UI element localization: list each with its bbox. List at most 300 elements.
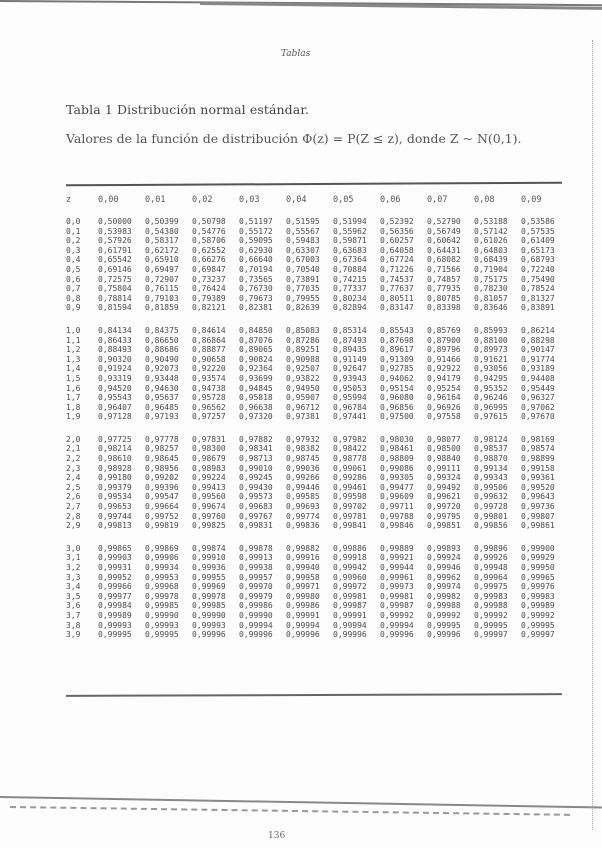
phi-value: 0,94062 bbox=[380, 373, 414, 383]
phi-value: 0,69497 bbox=[145, 264, 179, 274]
table-row bbox=[66, 403, 568, 413]
phi-value: 0,99955 bbox=[192, 572, 226, 582]
phi-value: 0,61409 bbox=[521, 236, 555, 246]
phi-value: 0,99992 bbox=[474, 610, 508, 620]
phi-value: 0,99983 bbox=[474, 591, 508, 601]
phi-value: 0,98124 bbox=[474, 434, 508, 444]
phi-value: 0,99683 bbox=[239, 502, 273, 512]
phi-value: 0,99970 bbox=[239, 582, 273, 592]
phi-value: 0,89617 bbox=[380, 345, 414, 355]
phi-value: 0,99324 bbox=[427, 473, 461, 483]
z-value: 0,2 bbox=[66, 236, 81, 246]
phi-value: 0,64431 bbox=[427, 245, 461, 255]
phi-value: 0,51595 bbox=[286, 217, 320, 226]
z-value: 3,3 bbox=[66, 572, 81, 582]
phi-value: 0,99975 bbox=[474, 582, 508, 592]
phi-value: 0,88493 bbox=[98, 345, 132, 355]
phi-value: 0,99965 bbox=[521, 572, 555, 582]
phi-value: 0,52790 bbox=[427, 217, 461, 226]
phi-value: 0,79103 bbox=[145, 293, 179, 303]
phi-value: 0,99981 bbox=[380, 591, 414, 601]
z-value: 1,2 bbox=[66, 345, 81, 355]
phi-value: 0,79389 bbox=[192, 293, 226, 303]
phi-value: 0,99036 bbox=[286, 463, 320, 473]
phi-value: 0,99995 bbox=[427, 620, 461, 630]
phi-value: 0,94845 bbox=[239, 383, 273, 393]
phi-value: 0,99988 bbox=[427, 601, 461, 611]
phi-value: 0,98778 bbox=[333, 454, 367, 464]
z-value: 1,8 bbox=[66, 402, 81, 412]
z-value: 2,4 bbox=[66, 473, 81, 483]
table-row bbox=[66, 492, 568, 502]
phi-value: 0,99990 bbox=[239, 610, 273, 620]
phi-value: 0,98809 bbox=[380, 454, 414, 464]
phi-value: 0,98030 bbox=[380, 434, 414, 444]
z-value: 2,1 bbox=[66, 444, 81, 454]
phi-value: 0,95254 bbox=[427, 383, 461, 393]
table-row bbox=[66, 326, 568, 336]
phi-value: 0,99343 bbox=[474, 473, 508, 483]
phi-value: 0,99906 bbox=[145, 553, 179, 563]
table-row bbox=[66, 553, 568, 563]
phi-value: 0,99674 bbox=[192, 502, 226, 512]
phi-value: 0,99985 bbox=[192, 601, 226, 611]
phi-value: 0,98956 bbox=[145, 463, 179, 473]
phi-value: 0,99506 bbox=[474, 482, 508, 492]
phi-value: 0,96562 bbox=[192, 402, 226, 412]
phi-value: 0,86864 bbox=[192, 335, 226, 345]
header-col: 0,02 bbox=[192, 195, 213, 205]
phi-value: 0,99202 bbox=[145, 473, 179, 483]
z-value: 0,3 bbox=[66, 245, 81, 255]
phi-value: 0,99996 bbox=[333, 630, 367, 640]
phi-value: 0,99996 bbox=[427, 630, 461, 640]
phi-value: 0,98257 bbox=[145, 444, 179, 454]
phi-value: 0,91924 bbox=[98, 364, 132, 374]
z-value: 0,1 bbox=[66, 226, 81, 236]
phi-value: 0,99788 bbox=[380, 511, 414, 521]
table-row bbox=[66, 621, 568, 631]
phi-value: 0,61026 bbox=[474, 236, 508, 246]
phi-value: 0,92364 bbox=[239, 364, 273, 374]
phi-value: 0,99477 bbox=[380, 482, 414, 492]
phi-value: 0,54380 bbox=[145, 226, 179, 236]
table-row bbox=[66, 217, 568, 227]
phi-value: 0,96407 bbox=[98, 402, 132, 412]
phi-value: 0,97982 bbox=[333, 434, 367, 444]
phi-value: 0,99813 bbox=[98, 521, 132, 531]
phi-value: 0,75490 bbox=[521, 274, 555, 284]
phi-value: 0,99846 bbox=[380, 521, 414, 531]
phi-value: 0,76115 bbox=[145, 284, 179, 294]
phi-value: 0,68439 bbox=[474, 255, 508, 265]
phi-value: 0,99966 bbox=[98, 582, 132, 592]
phi-value: 0,62930 bbox=[239, 245, 273, 255]
phi-value: 0,61791 bbox=[98, 245, 132, 255]
phi-value: 0,98645 bbox=[145, 454, 179, 464]
phi-value: 0,97831 bbox=[192, 434, 226, 444]
phi-value: 0,55172 bbox=[239, 226, 273, 236]
phi-value: 0,68793 bbox=[521, 255, 555, 265]
phi-value: 0,96638 bbox=[239, 402, 273, 412]
header-col: 0,04 bbox=[286, 195, 307, 205]
phi-value: 0,51994 bbox=[333, 217, 367, 226]
phi-value: 0,99180 bbox=[98, 473, 132, 483]
phi-value: 0,99961 bbox=[380, 572, 414, 582]
z-value: 1,6 bbox=[66, 383, 81, 393]
z-value: 0,8 bbox=[66, 293, 81, 303]
phi-value: 0,72575 bbox=[98, 274, 132, 284]
table-row bbox=[66, 454, 568, 464]
phi-value: 0,99643 bbox=[521, 492, 555, 502]
table-row bbox=[66, 384, 568, 394]
phi-value: 0,97500 bbox=[380, 412, 414, 422]
phi-value: 0,99903 bbox=[98, 553, 132, 563]
phi-value: 0,76730 bbox=[239, 284, 273, 294]
phi-value: 0,55962 bbox=[333, 226, 367, 236]
phi-value: 0,75175 bbox=[474, 274, 508, 284]
phi-value: 0,90147 bbox=[521, 345, 555, 355]
phi-value: 0,99996 bbox=[380, 630, 414, 640]
phi-value: 0,99958 bbox=[286, 572, 320, 582]
phi-value: 0,99585 bbox=[286, 492, 320, 502]
phi-value: 0,99994 bbox=[239, 620, 273, 630]
phi-value: 0,99573 bbox=[239, 492, 273, 502]
phi-value: 0,51197 bbox=[239, 217, 273, 226]
phi-value: 0,99086 bbox=[380, 463, 414, 473]
phi-value: 0,98870 bbox=[474, 454, 508, 464]
phi-value: 0,96327 bbox=[521, 393, 555, 403]
phi-value: 0,98422 bbox=[333, 444, 367, 454]
phi-value: 0,99158 bbox=[521, 463, 555, 473]
phi-value: 0,83398 bbox=[427, 303, 461, 313]
phi-value: 0,99990 bbox=[145, 610, 179, 620]
phi-value: 0,57142 bbox=[474, 226, 508, 236]
phi-value: 0,74537 bbox=[380, 274, 414, 284]
phi-value: 0,99781 bbox=[333, 511, 367, 521]
phi-value: 0,89796 bbox=[427, 345, 461, 355]
table-row bbox=[66, 544, 568, 554]
phi-value: 0,99995 bbox=[474, 620, 508, 630]
phi-value: 0,81327 bbox=[521, 293, 555, 303]
phi-value: 0,99992 bbox=[521, 610, 555, 620]
phi-value: 0,93189 bbox=[521, 364, 555, 374]
phi-value: 0,80234 bbox=[333, 293, 367, 303]
table-row bbox=[66, 284, 568, 294]
phi-value: 0,95352 bbox=[474, 383, 508, 393]
table-row bbox=[66, 601, 568, 611]
phi-value: 0,60642 bbox=[427, 236, 461, 246]
phi-value: 0,99878 bbox=[239, 543, 273, 553]
phi-value: 0,92647 bbox=[333, 364, 367, 374]
phi-value: 0,99991 bbox=[333, 610, 367, 620]
phi-value: 0,76424 bbox=[192, 284, 226, 294]
phi-value: 0,99492 bbox=[427, 482, 461, 492]
table-row bbox=[66, 303, 568, 313]
phi-value: 0,58706 bbox=[192, 236, 226, 246]
phi-value: 0,97062 bbox=[521, 402, 555, 412]
phi-value: 0,97932 bbox=[286, 434, 320, 444]
phi-value: 0,95994 bbox=[333, 393, 367, 403]
phi-value: 0,96246 bbox=[474, 393, 508, 403]
phi-value: 0,97320 bbox=[239, 412, 273, 422]
phi-value: 0,99987 bbox=[380, 601, 414, 611]
phi-value: 0,93699 bbox=[239, 373, 273, 383]
running-head: Tablas bbox=[281, 49, 311, 59]
phi-value: 0,99916 bbox=[286, 553, 320, 563]
phi-value: 0,93319 bbox=[98, 373, 132, 383]
phi-value: 0,78524 bbox=[521, 284, 555, 294]
phi-value: 0,91149 bbox=[333, 354, 367, 364]
phi-value: 0,89251 bbox=[286, 345, 320, 355]
z-value: 0,6 bbox=[66, 274, 81, 284]
phi-value: 0,94630 bbox=[145, 383, 179, 393]
table-row bbox=[66, 393, 568, 403]
phi-value: 0,99944 bbox=[380, 563, 414, 572]
z-value: 3,6 bbox=[66, 601, 81, 611]
phi-value: 0,65173 bbox=[521, 245, 555, 255]
phi-value: 0,98983 bbox=[192, 463, 226, 473]
phi-value: 0,91309 bbox=[380, 354, 414, 364]
phi-value: 0,99861 bbox=[521, 521, 555, 531]
phi-value: 0,99720 bbox=[427, 502, 461, 512]
phi-value: 0,90490 bbox=[145, 354, 179, 364]
phi-value: 0,99926 bbox=[474, 553, 508, 563]
z-value: 0,4 bbox=[66, 255, 81, 265]
phi-value: 0,99856 bbox=[474, 521, 508, 531]
phi-value: 0,88877 bbox=[192, 345, 226, 355]
phi-value: 0,86433 bbox=[98, 335, 132, 345]
phi-value: 0,84850 bbox=[239, 325, 273, 335]
phi-value: 0,99929 bbox=[521, 553, 555, 563]
phi-value: 0,99979 bbox=[239, 591, 273, 601]
phi-value: 0,94520 bbox=[98, 383, 132, 393]
normal-distribution-table bbox=[66, 183, 568, 640]
phi-value: 0,99893 bbox=[427, 543, 461, 553]
z-value: 1,1 bbox=[66, 335, 81, 345]
z-value: 2,6 bbox=[66, 492, 81, 502]
phi-value: 0,99711 bbox=[380, 502, 414, 512]
phi-value: 0,99978 bbox=[192, 591, 226, 601]
table-row bbox=[66, 345, 568, 355]
phi-value: 0,65542 bbox=[98, 255, 132, 265]
phi-value: 0,98341 bbox=[239, 444, 273, 454]
phi-value: 0,99934 bbox=[145, 563, 179, 572]
phi-value: 0,60257 bbox=[380, 236, 414, 246]
phi-value: 0,98713 bbox=[239, 454, 273, 464]
phi-value: 0,93943 bbox=[333, 373, 367, 383]
phi-value: 0,99942 bbox=[333, 563, 367, 572]
phi-value: 0,99767 bbox=[239, 511, 273, 521]
header-col: 0,08 bbox=[474, 195, 495, 205]
phi-value: 0,95637 bbox=[145, 393, 179, 403]
phi-value: 0,78814 bbox=[98, 293, 132, 303]
phi-value: 0,99992 bbox=[427, 610, 461, 620]
phi-value: 0,99987 bbox=[333, 601, 367, 611]
phi-value: 0,99984 bbox=[98, 601, 132, 611]
phi-value: 0,93822 bbox=[286, 373, 320, 383]
z-value: 3,1 bbox=[66, 553, 81, 563]
phi-value: 0,99996 bbox=[192, 630, 226, 640]
scan-edge-right bbox=[592, 40, 594, 830]
phi-value: 0,89973 bbox=[474, 345, 508, 355]
phi-value: 0,99865 bbox=[98, 543, 132, 553]
phi-value: 0,99995 bbox=[521, 620, 555, 630]
scan-edge-bottom-dashes bbox=[10, 806, 570, 817]
z-value: 3,5 bbox=[66, 591, 81, 601]
z-value: 2,5 bbox=[66, 482, 81, 492]
phi-value: 0,99446 bbox=[286, 482, 320, 492]
table-row bbox=[66, 355, 568, 365]
phi-value: 0,99936 bbox=[192, 563, 226, 572]
phi-value: 0,82381 bbox=[239, 303, 273, 313]
phi-value: 0,99886 bbox=[333, 543, 367, 553]
phi-value: 0,99900 bbox=[521, 543, 555, 553]
header-col: 0,03 bbox=[239, 195, 260, 205]
phi-value: 0,87698 bbox=[380, 335, 414, 345]
phi-value: 0,99993 bbox=[145, 620, 179, 630]
phi-value: 0,96995 bbox=[474, 402, 508, 412]
phi-value: 0,99874 bbox=[192, 543, 226, 553]
phi-value: 0,99991 bbox=[286, 610, 320, 620]
phi-value: 0,82121 bbox=[192, 303, 226, 313]
table-body bbox=[66, 211, 568, 640]
phi-value: 0,99972 bbox=[333, 582, 367, 592]
phi-value: 0,99938 bbox=[239, 563, 273, 572]
phi-value: 0,77637 bbox=[380, 284, 414, 294]
table-row bbox=[66, 483, 568, 493]
phi-value: 0,97558 bbox=[427, 412, 461, 422]
phi-value: 0,99111 bbox=[427, 463, 461, 473]
phi-value: 0,99632 bbox=[474, 492, 508, 502]
phi-value: 0,92922 bbox=[427, 364, 461, 374]
z-value: 2,2 bbox=[66, 454, 81, 464]
header-col: 0,07 bbox=[427, 195, 448, 205]
phi-value: 0,99962 bbox=[427, 572, 461, 582]
phi-value: 0,98169 bbox=[521, 434, 555, 444]
phi-value: 0,97882 bbox=[239, 434, 273, 444]
phi-value: 0,53983 bbox=[98, 226, 132, 236]
table-header-row bbox=[66, 183, 568, 211]
phi-value: 0,81859 bbox=[145, 303, 179, 313]
phi-value: 0,70540 bbox=[286, 264, 320, 274]
phi-value: 0,88100 bbox=[474, 335, 508, 345]
phi-value: 0,99430 bbox=[239, 482, 273, 492]
phi-value: 0,88686 bbox=[145, 345, 179, 355]
phi-value: 0,98679 bbox=[192, 454, 226, 464]
phi-value: 0,72907 bbox=[145, 274, 179, 284]
phi-value: 0,99889 bbox=[380, 543, 414, 553]
phi-value: 0,95818 bbox=[239, 393, 273, 403]
phi-value: 0,64058 bbox=[380, 245, 414, 255]
phi-value: 0,99693 bbox=[286, 502, 320, 512]
phi-value: 0,95728 bbox=[192, 393, 226, 403]
phi-value: 0,99913 bbox=[239, 553, 273, 563]
phi-value: 0,96712 bbox=[286, 402, 320, 412]
table-row bbox=[66, 444, 568, 454]
phi-value: 0,99983 bbox=[521, 591, 555, 601]
header-col: 0,06 bbox=[380, 195, 401, 205]
phi-value: 0,72240 bbox=[521, 264, 555, 274]
z-value: 1,5 bbox=[66, 373, 81, 383]
phi-value: 0,64803 bbox=[474, 245, 508, 255]
phi-value: 0,99957 bbox=[239, 572, 273, 582]
phi-value: 0,97615 bbox=[474, 412, 508, 422]
phi-value: 0,99982 bbox=[427, 591, 461, 601]
phi-value: 0,95543 bbox=[98, 393, 132, 403]
header-z: z bbox=[66, 195, 72, 205]
phi-value: 0,97193 bbox=[145, 412, 179, 422]
header-col: 0,09 bbox=[521, 195, 542, 205]
table-row bbox=[66, 563, 568, 573]
phi-value: 0,56356 bbox=[380, 226, 414, 236]
phi-value: 0,99995 bbox=[98, 630, 132, 640]
phi-value: 0,84134 bbox=[98, 325, 132, 335]
phi-value: 0,99774 bbox=[286, 511, 320, 521]
phi-value: 0,99989 bbox=[521, 601, 555, 611]
phi-value: 0,99010 bbox=[239, 463, 273, 473]
phi-value: 0,99361 bbox=[521, 473, 555, 483]
table-row bbox=[66, 336, 568, 346]
table-row bbox=[66, 473, 568, 483]
table-row bbox=[66, 592, 568, 602]
phi-value: 0,56749 bbox=[427, 226, 461, 236]
phi-value: 0,91466 bbox=[427, 354, 461, 364]
phi-value: 0,99990 bbox=[192, 610, 226, 620]
table-row bbox=[66, 573, 568, 583]
table-row bbox=[66, 275, 568, 285]
phi-value: 0,92785 bbox=[380, 364, 414, 374]
phi-value: 0,94950 bbox=[286, 383, 320, 393]
z-value: 2,8 bbox=[66, 511, 81, 521]
z-value: 1,0 bbox=[66, 325, 81, 335]
phi-value: 0,93574 bbox=[192, 373, 226, 383]
phi-value: 0,99598 bbox=[333, 492, 367, 502]
phi-value: 0,83891 bbox=[521, 303, 555, 313]
phi-value: 0,99744 bbox=[98, 511, 132, 521]
phi-value: 0,96485 bbox=[145, 402, 179, 412]
phi-value: 0,97257 bbox=[192, 412, 226, 422]
phi-value: 0,84614 bbox=[192, 325, 226, 335]
phi-value: 0,99924 bbox=[427, 553, 461, 563]
phi-value: 0,99836 bbox=[286, 521, 320, 531]
z-value: 2,7 bbox=[66, 502, 81, 512]
phi-value: 0,99801 bbox=[474, 511, 508, 521]
phi-value: 0,73891 bbox=[286, 274, 320, 284]
phi-value: 0,82639 bbox=[286, 303, 320, 313]
phi-value: 0,85769 bbox=[427, 325, 461, 335]
phi-value: 0,99910 bbox=[192, 553, 226, 563]
phi-value: 0,66640 bbox=[239, 255, 273, 265]
phi-value: 0,99286 bbox=[333, 473, 367, 483]
phi-value: 0,99974 bbox=[427, 582, 461, 592]
phi-value: 0,96784 bbox=[333, 402, 367, 412]
z-value: 2,3 bbox=[66, 463, 81, 473]
phi-value: 0,85543 bbox=[380, 325, 414, 335]
phi-value: 0,99980 bbox=[286, 591, 320, 601]
phi-value: 0,99653 bbox=[98, 502, 132, 512]
phi-value: 0,99305 bbox=[380, 473, 414, 483]
phi-value: 0,99851 bbox=[427, 521, 461, 531]
phi-value: 0,94295 bbox=[474, 373, 508, 383]
table-row bbox=[66, 265, 568, 275]
phi-value: 0,99224 bbox=[192, 473, 226, 483]
phi-value: 0,99896 bbox=[474, 543, 508, 553]
phi-value: 0,99986 bbox=[239, 601, 273, 611]
z-value: 3,4 bbox=[66, 582, 81, 592]
phi-value: 0,99950 bbox=[521, 563, 555, 572]
phi-value: 0,85993 bbox=[474, 325, 508, 335]
